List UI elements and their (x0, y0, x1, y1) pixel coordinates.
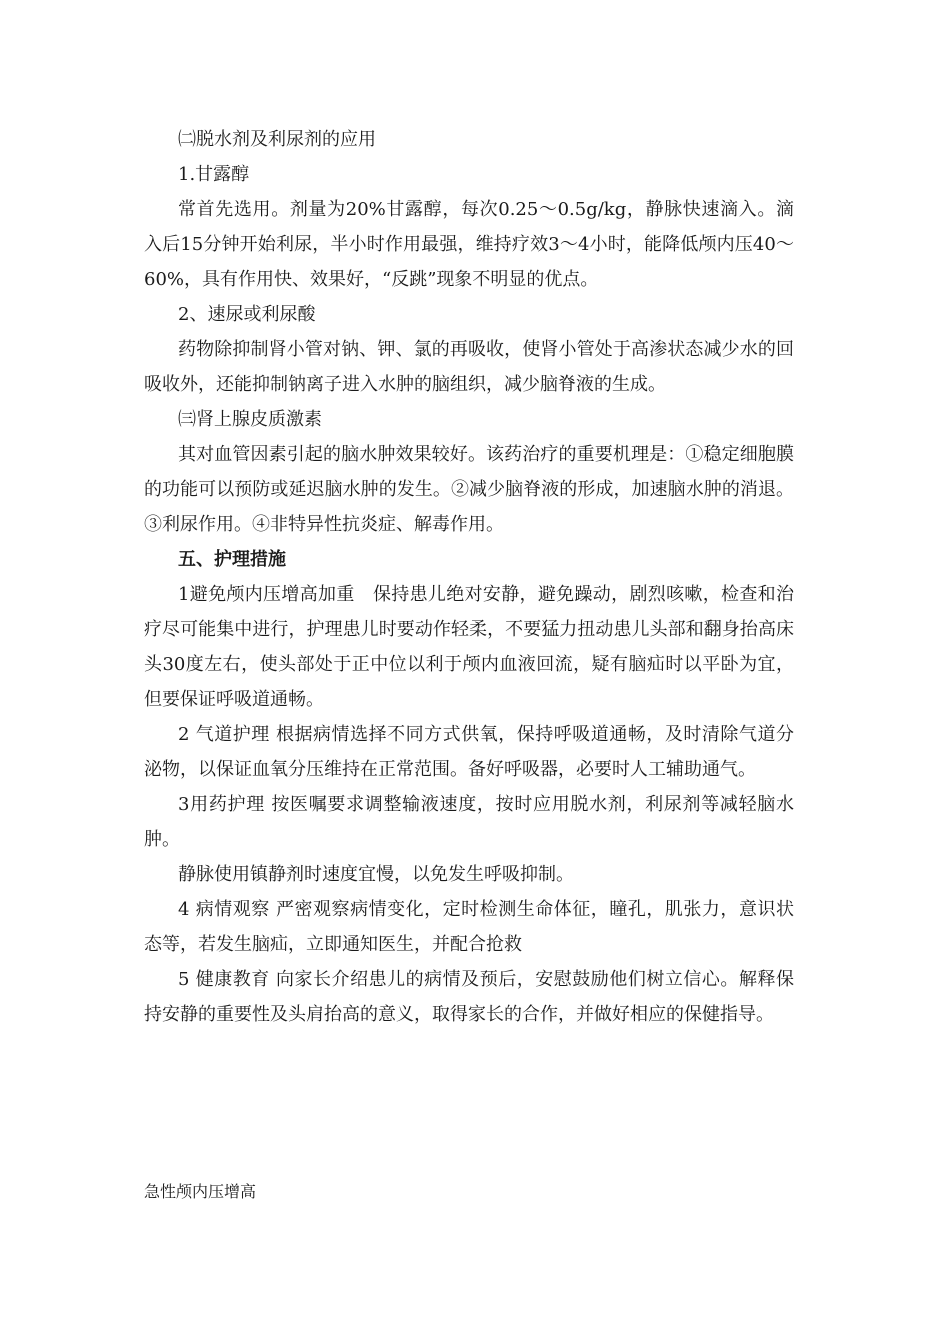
paragraph-nursing-3: 3用药护理 按医嘱要求调整输液速度，按时应用脱水剂，利尿剂等减轻脑水肿。 (144, 794, 794, 850)
subheading-mannitol: 1.甘露醇 (178, 164, 250, 185)
paragraph-nursing-2: 2 气道护理 根据病情选择不同方式供氧，保持呼吸道通畅，及时清除气道分泌物，以保证血氧分压维持在正常范围。备好呼吸器，必要时人工辅助通气。 (144, 724, 794, 780)
subheading-furosemide: 2、速尿或利尿酸 (178, 304, 316, 325)
paragraph-furosemide: 药物除抑制肾小管对钠、钾、氯的再吸收，使肾小管处于高渗状态减少水的回吸收外，还能抑制钠离子进入水肿的脑组织，减少脑脊液的生成。 (144, 339, 794, 395)
document-body (144, 122, 794, 1032)
section-heading-corticosteroids: ㈢肾上腺皮质激素 (178, 409, 322, 430)
section-heading-dehydrants: ㈡脱水剂及利尿剂的应用 (178, 129, 376, 150)
paragraph-nursing-5: 5 健康教育 向家长介绍患儿的病情及预后，安慰鼓励他们树立信心。解释保持安静的重要性及头肩抬高的意义，取得家长的合作，并做好相应的保健指导。 (144, 969, 794, 1025)
section-heading-nursing: 五、护理措施 (178, 549, 286, 570)
paragraph-mannitol: 常首先选用。剂量为20%甘露醇，每次0.25～0.5g/kg，静脉快速滴入。滴入后15分钟开始利尿，半小时作用最强，维持疗效3～4小时，能降低颅内压40～60%，具有作用快、效果好，“反跳”现象不明显的优点。 (144, 199, 794, 290)
paragraph-nursing-1: 1避免颅内压增高加重 保持患儿绝对安静，避免躁动，剧烈咳嗽，检查和治疗尽可能集中进行，护理患儿时要动作轻柔，不要猛力扭动患儿头部和翻身抬高床头30度左右，使头部处于正中位以利于颅内血液回流，疑有脑疝时以平卧为宜，但要保证呼吸道通畅。 (144, 584, 794, 710)
paragraph-nursing-4: 4 病情观察 严密观察病情变化，定时检测生命体征，瞳孔，肌张力，意识状态等，若发生脑疝，立即通知医生，并配合抢救 (144, 899, 794, 955)
paragraph-corticosteroids: 其对血管因素引起的脑水肿效果较好。该药治疗的重要机理是：①稳定细胞膜的功能可以预防或延迟脑水肿的发生。②减少脑脊液的形成，加速脑水肿的消退。③利尿作用。④非特异性抗炎症、解毒作用。 (144, 444, 794, 535)
page-footer-title: 急性颅内压增高 (144, 1182, 257, 1201)
paragraph-sedative-note: 静脉使用镇静剂时速度宜慢，以免发生呼吸抑制。 (178, 864, 574, 885)
